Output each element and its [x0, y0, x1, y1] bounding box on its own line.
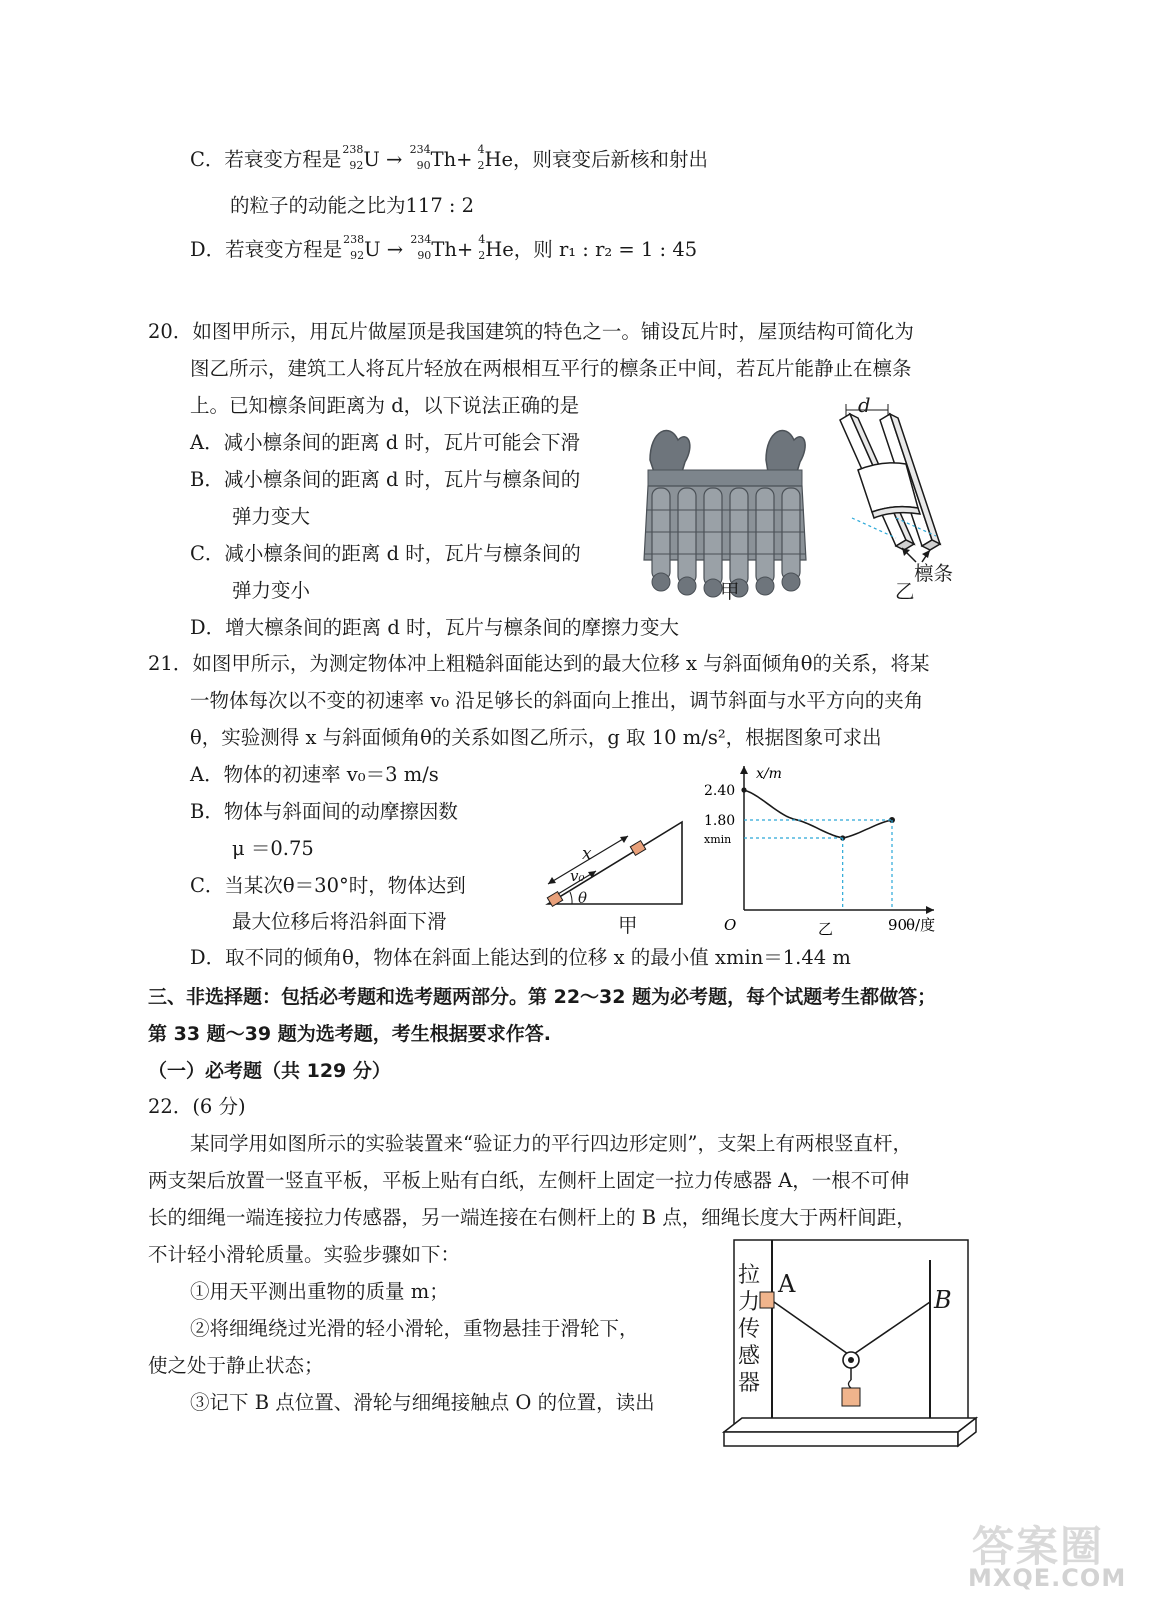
- sensor-label: [738, 1262, 762, 1397]
- x-axis-arrow-icon: [926, 906, 934, 914]
- watermark-text: 答案圈: [972, 1522, 1105, 1571]
- q21-option-b-line1: B．物体与斜面间的动摩擦因数: [190, 800, 458, 823]
- u-mass-d: 238: [343, 233, 365, 246]
- sensor-label-char-4: 感: [738, 1344, 761, 1369]
- u-nuclide-symbol: [341, 143, 364, 174]
- q21-option-c-line1: C．当某次θ＝30°时，物体达到: [190, 874, 466, 897]
- th-z-d: 90: [417, 249, 432, 262]
- point-a-label: A: [778, 1270, 796, 1298]
- watermark-url: MXQE.COM: [968, 1564, 1127, 1592]
- q22-heading: 22．(6 分): [148, 1095, 246, 1118]
- purlin-label: 檩条: [914, 562, 954, 585]
- origin-label: O: [724, 916, 737, 934]
- he-mass: 4: [477, 143, 485, 156]
- q19-d-text-d: He，则 r₁ : r₂ = 1 : 45: [485, 238, 698, 261]
- he-nuclide-symbol-d: [473, 233, 486, 264]
- q19-d-text-c: Th+: [431, 238, 474, 261]
- sensor-label-char-3: 传: [738, 1317, 761, 1342]
- x-tick-label-90: 90: [888, 916, 908, 934]
- u-mass: 238: [342, 143, 364, 156]
- he-nuclide-symbol: [473, 143, 485, 174]
- q22-step3: ③记下 B 点位置、滑轮与细绳接触点 O 的位置，读出: [190, 1391, 655, 1414]
- q19-c-text-c: Th+: [430, 148, 473, 171]
- sensor-label-char-2: 力: [738, 1290, 761, 1315]
- q20-stem-line2: 图乙所示，建筑工人将瓦片轻放在两根相互平行的檩条正中间，若瓦片能静止在檩条: [190, 357, 912, 380]
- section3-heading-line2: 第 33 题～39 题为选考题，考生根据要求作答.: [148, 1023, 551, 1045]
- q20-figure-yi-caption: 乙: [895, 580, 915, 603]
- section3-heading-line1: 三、非选择题：包括必考题和选考题两部分。第 22～32 题为必考题，每个试题考生都做答；: [148, 986, 937, 1008]
- q20-figure-jia-caption: 甲: [720, 580, 740, 603]
- he-z: 2: [477, 159, 485, 172]
- incline-theta-label: θ: [578, 889, 588, 907]
- data-point-start: [741, 787, 746, 792]
- q21-stem-line1: 21．如图甲所示，为测定物体冲上粗糙斜面能达到的最大位移 x 与斜面倾角θ的关系，将某: [148, 652, 930, 675]
- q19-c-text-b: U →: [363, 148, 409, 171]
- q19-c-text-a: C．若衰变方程是: [190, 148, 342, 171]
- u-z-d: 92: [350, 249, 365, 262]
- q22-step2-line1: ②将细绳绕过光滑的轻小滑轮，重物悬挂于滑轮下，: [190, 1317, 639, 1340]
- roof-tile-photo: [640, 400, 810, 605]
- q19-c-text-d: He，则衰变后新核和射出: [484, 148, 709, 171]
- x-axis-label: θ/度: [906, 916, 936, 934]
- th-nuclide-symbol-d: [409, 233, 432, 264]
- watermark-logo: [962, 1514, 1142, 1592]
- x-theta-chart-svg: [700, 758, 950, 938]
- q21-option-c-line2: 最大位移后将沿斜面下滑: [232, 910, 447, 933]
- roof-tile-image: [640, 400, 810, 605]
- section3-subheading: （一）必考题（共 129 分）: [148, 1060, 391, 1082]
- q20-option-c-line1: C．减小檩条间的距离 d 时，瓦片与檩条间的: [190, 542, 581, 565]
- q21-option-d: D．取不同的倾角θ，物体在斜面上能达到的位移 x 的最小值 xmin＝1.44 m: [190, 946, 851, 969]
- q20-option-c-line2: 弹力变小: [232, 579, 311, 602]
- chart-caption: 乙: [818, 920, 834, 938]
- sensor-label-char-1: 拉: [738, 1263, 761, 1288]
- incline-x-label: x: [582, 844, 592, 864]
- point-b-label: B: [934, 1286, 952, 1314]
- y-axis-label: x/m: [756, 766, 782, 782]
- q22-step2-line2: 使之处于静止状态；: [148, 1354, 324, 1377]
- q22-paragraph-line2: 两支架后放置一竖直平板，平板上贴有白纸，左侧杆上固定一拉力传感器 A，一根不可伸: [148, 1169, 910, 1192]
- q21-stem-line2: 一物体每次以不变的初速率 v₀ 沿足够长的斜面向上推出，调节斜面与水平方向的夹角: [190, 689, 924, 712]
- q21-stem-line3: θ，实验测得 x 与斜面倾角θ的关系如图乙所示，g 取 10 m/s²，根据图象可求出: [190, 726, 882, 749]
- y-tick-label-2: 1.80: [704, 813, 736, 829]
- th-z: 90: [416, 159, 431, 172]
- y-tick-label-3: xmin: [704, 833, 732, 846]
- y-axis-arrow-icon: [740, 766, 748, 774]
- th-nuclide-symbol: [409, 143, 431, 174]
- q21-option-b-line2: μ ＝0.75: [232, 837, 314, 860]
- q19-d-text-a: D．若衰变方程是: [190, 238, 343, 261]
- q22-paragraph-line1: 某同学用如图所示的实验装置来“验证力的平行四边形定则”，支架上有两根竖直杆，: [190, 1132, 912, 1155]
- x-theta-curve: [744, 790, 892, 838]
- q21-option-a: A．物体的初速率 v₀＝3 m/s: [190, 763, 439, 786]
- q22-step1: ①用天平测出重物的质量 m；: [190, 1280, 449, 1303]
- sensor-label-char-5: 器: [738, 1371, 761, 1396]
- incline-diagram-svg: [540, 812, 690, 912]
- incline-diagram: [540, 812, 690, 912]
- q20-option-b-line1: B．减小檩条间的距离 d 时，瓦片与檩条间的: [190, 468, 581, 491]
- incline-v0-label: v₀: [570, 867, 585, 885]
- u-z: 92: [349, 159, 364, 172]
- q20-stem-line1: 20．如图甲所示，用瓦片做屋顶是我国建筑的特色之一。铺设瓦片时，屋顶结构可简化为: [148, 320, 914, 343]
- he-z-d: 2: [478, 249, 486, 262]
- q20-option-b-line2: 弹力变大: [232, 505, 311, 528]
- u-nuclide-symbol-d: [342, 233, 365, 264]
- q22-paragraph-line4: 不计轻小滑轮质量。实验步骤如下：: [148, 1243, 461, 1266]
- x-theta-chart: [700, 758, 950, 938]
- q21-figure-jia-caption: 甲: [618, 914, 638, 937]
- th-mass-d: 234: [410, 233, 432, 246]
- y-tick-label-1: 2.40: [704, 783, 736, 799]
- q19-option-d: [190, 233, 698, 264]
- q19-option-c-line2: 的粒子的动能之比为117 : 2: [230, 194, 475, 217]
- q22-paragraph-line3: 长的细绳一端连接拉力传感器，另一端连接在右侧杆上的 B 点，细绳长度大于两杆间距，: [148, 1206, 916, 1229]
- q19-d-text-b: U →: [364, 238, 410, 261]
- he-mass-d: 4: [478, 233, 486, 246]
- purlin-distance-label: d: [858, 394, 871, 417]
- th-mass: 234: [409, 143, 431, 156]
- q20-stem-line3: 上。已知檩条间距离为 d，以下说法正确的是: [190, 394, 580, 417]
- q20-option-d: D．增大檩条间的距离 d 时，瓦片与檩条间的摩擦力变大: [190, 616, 680, 639]
- q20-option-a: A．减小檩条间的距离 d 时，瓦片可能会下滑: [190, 431, 580, 454]
- q19-option-c-line1: [190, 143, 709, 174]
